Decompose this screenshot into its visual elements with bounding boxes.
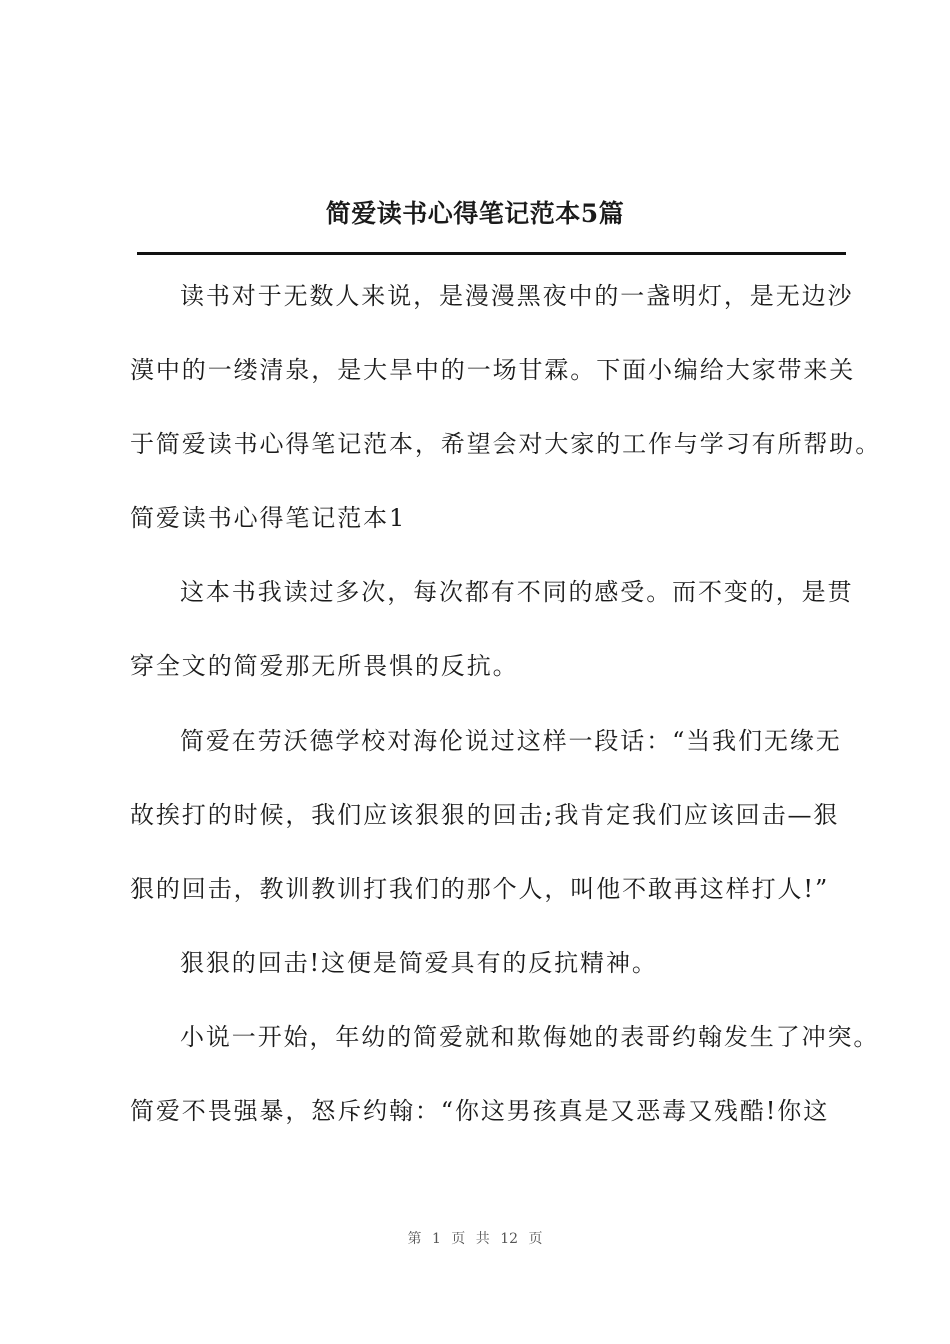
page-title: 简爱读书心得笔记范本5篇: [325, 199, 625, 228]
body-line: 简爱在劳沃德学校对海伦说过这样一段话：“当我们无缘无: [180, 727, 842, 755]
body-line: 狠狠的回击!这便是简爱具有的反抗精神。: [180, 949, 658, 977]
body-line: 读书对于无数人来说，是漫漫黑夜中的一盏明灯，是无边沙: [180, 282, 854, 310]
body-line: 小说一开始，年幼的简爱就和欺侮她的表哥约翰发生了冲突。: [180, 1023, 880, 1051]
body-line: 故挨打的时候，我们应该狠狠的回击;我肯定我们应该回击—狠: [130, 801, 840, 829]
body-line: 这本书我读过多次，每次都有不同的感受。而不变的，是贯: [180, 578, 854, 606]
body-line: 简爱不畏强暴，怒斥约翰：“你这男孩真是又恶毒又残酷!你这: [130, 1097, 830, 1125]
page-number-footer: 第 1 页 共 12 页: [407, 1231, 543, 1247]
body-line: 穿全文的简爱那无所畏惧的反抗。: [130, 652, 519, 680]
section-heading: 简爱读书心得笔记范本1: [130, 504, 407, 532]
body-line: 于简爱读书心得笔记范本，希望会对大家的工作与学习有所帮助。: [130, 430, 882, 458]
title-divider: [137, 252, 846, 255]
body-line: 漠中的一缕清泉，是大旱中的一场甘霖。下面小编给大家带来关: [130, 356, 856, 384]
body-line: 狠的回击，教训教训打我们的那个人，叫他不敢再这样打人!”: [130, 875, 830, 903]
